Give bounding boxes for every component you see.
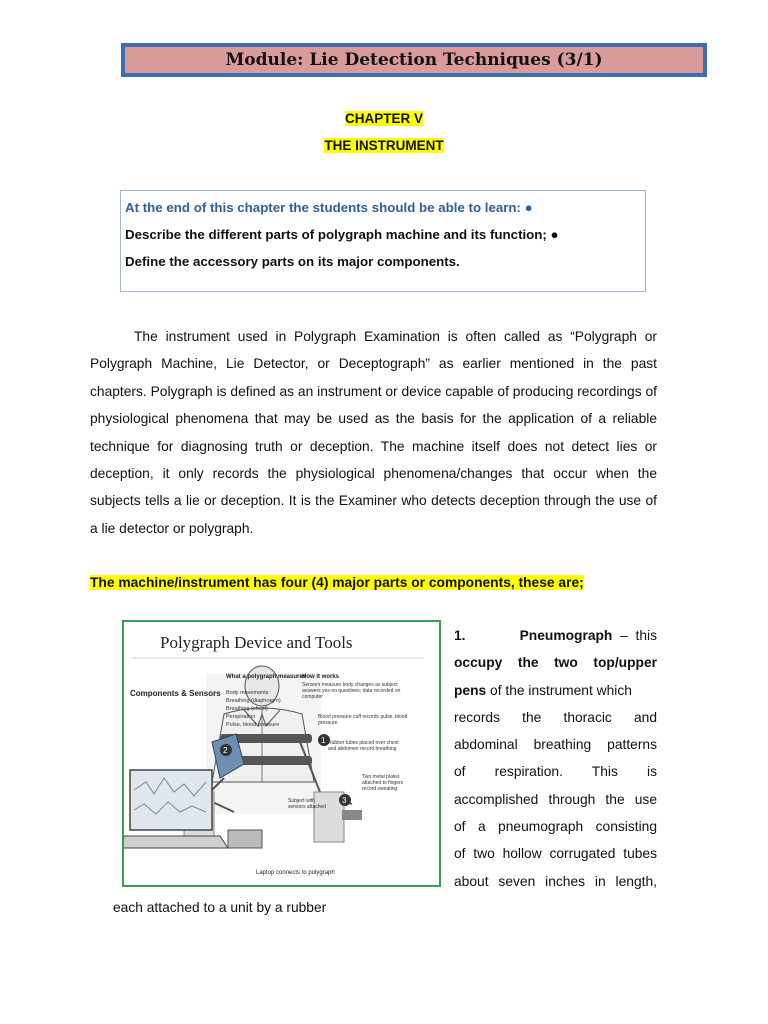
pneumograph-bold-phrase: occupy the two top/upper pens bbox=[454, 655, 657, 698]
measure-item: Pulse, blood pressure bbox=[226, 722, 280, 728]
pneumograph-line: about seven inches in length, bbox=[454, 873, 657, 889]
pneumograph-term: Pneumograph bbox=[519, 628, 613, 643]
side-label: Components & Sensors bbox=[130, 689, 221, 698]
pneumograph-line: of the instrument which bbox=[490, 682, 632, 698]
figure-title: Polygraph Device and Tools bbox=[160, 633, 353, 652]
module-header bbox=[121, 43, 707, 77]
measure-item: Breathing (diaphragm) bbox=[226, 698, 281, 704]
pneumograph-number: 1. bbox=[454, 628, 466, 643]
body-section bbox=[90, 323, 657, 542]
measure-item: Perspiration bbox=[226, 714, 256, 720]
chapter-number: CHAPTER V bbox=[344, 111, 423, 126]
callout-rubber-tubes: Rubber tubes placed over chest and abdomen record breathing bbox=[328, 740, 399, 752]
pneumograph-lead-line bbox=[454, 622, 657, 649]
module-title: Module: Lie Detection Techniques (3/1) bbox=[125, 47, 703, 73]
parts-statement-row bbox=[90, 574, 584, 592]
pneumograph-description bbox=[454, 622, 657, 895]
intro-paragraph: The instrument used in Polygraph Examination is often called as “Polygraph or Polygraph Machine, Lie Detector, or Deceptograph” as earlier mentioned in the past chapters. Polygraph is defined as an instrument or device capable of producing recordings of physiological phenomena that may be used as the basis for the application of a reliable technique for diagnosing truth or deception. The machine itself does not detect lies or deception, it only records the physiological phenomena/changes that occur when the subjects tells a lie or deception. It is the Examiner who detects deception through the use of a lie detector or polygraph. bbox=[90, 329, 657, 536]
svg-text:1: 1 bbox=[321, 736, 326, 745]
col2-heading: How it works bbox=[302, 674, 340, 680]
svg-text:2: 2 bbox=[223, 746, 228, 755]
polygraph-illustration bbox=[124, 622, 439, 885]
pneumograph-line: of a pneumograph consisting bbox=[454, 819, 657, 835]
measure-item: Breathing (chest) bbox=[226, 706, 268, 712]
objectives-box bbox=[120, 190, 646, 292]
pneumograph-line: of respiration. This is bbox=[454, 764, 657, 780]
measure-item: Body movements bbox=[226, 690, 269, 696]
pneumograph-continuation: each attached to a unit by a rubber bbox=[113, 900, 327, 915]
col1-heading: What a polygraph measures bbox=[226, 674, 307, 680]
pneumograph-line: of two hollow corrugated tubes bbox=[454, 846, 657, 862]
parts-statement: The machine/instrument has four (4) major parts or components, these are; bbox=[90, 575, 584, 590]
chapter-title: THE INSTRUMENT bbox=[324, 138, 444, 153]
laptop-label: Laptop connects to polygraph bbox=[256, 870, 335, 876]
chapter-number-row bbox=[0, 110, 768, 128]
chapter-title-row bbox=[0, 137, 768, 155]
objective-item: Define the accessory parts on its major components. bbox=[125, 254, 460, 269]
pneumograph-line: accomplished through the use bbox=[454, 791, 657, 807]
callout-metal-plates: Two metal plates attached to fingers record sweating bbox=[362, 774, 404, 792]
pneumograph-dash: – this bbox=[620, 628, 657, 643]
objective-item: Describe the different parts of polygraph machine and its function; ● bbox=[125, 227, 559, 242]
how-it-works-text: Sensors measure body changes as subject answers yes-no questions; data recorded on computer bbox=[302, 682, 401, 700]
pneumograph-line: records the thoracic and bbox=[454, 709, 657, 725]
callout-blood-pressure: Blood pressure cuff records pulse, blood pressure bbox=[318, 714, 408, 726]
objectives-intro: At the end of this chapter the students should be able to learn: ● bbox=[125, 200, 533, 215]
svg-text:3: 3 bbox=[342, 796, 347, 805]
pneumograph-line: abdominal breathing patterns bbox=[454, 737, 657, 753]
subject-label: Subject with sensors attached bbox=[288, 798, 327, 810]
polygraph-figure bbox=[122, 620, 441, 887]
